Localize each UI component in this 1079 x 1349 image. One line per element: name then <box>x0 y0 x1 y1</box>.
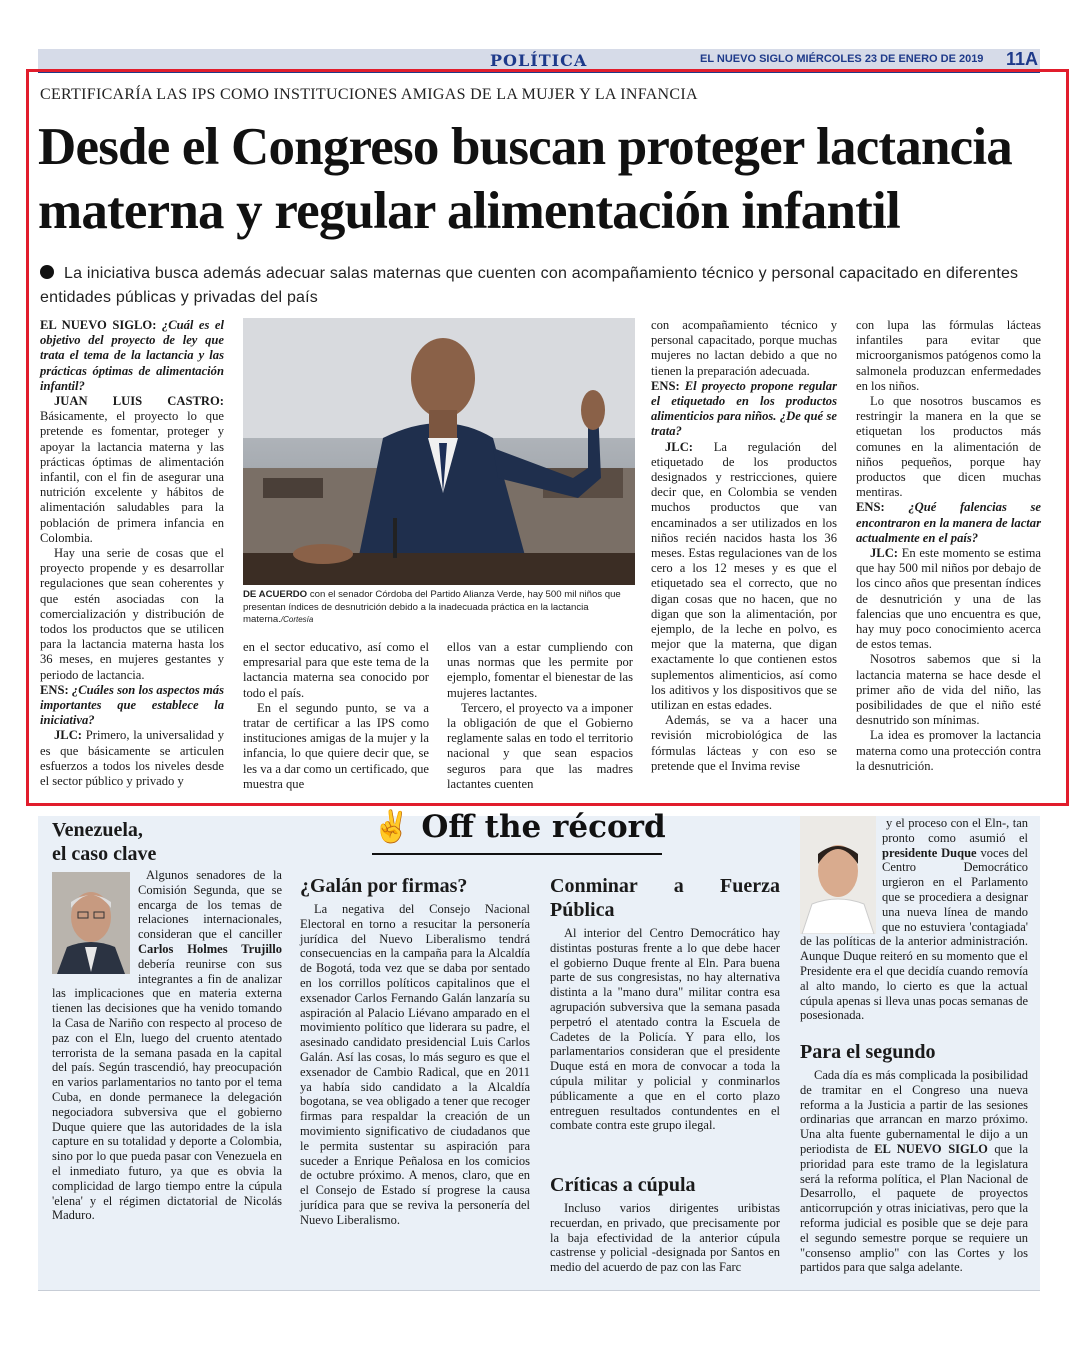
page-number: 11A <box>1006 49 1039 69</box>
highlighted-name: Carlos Holmes Trujillo <box>138 941 282 956</box>
speaker-label: ENS: <box>651 378 680 393</box>
brief-text: y el proceso con el Eln-, tan pronto como asumió el <box>882 816 1028 845</box>
highlighted-name: presidente Duque <box>882 845 977 860</box>
off-the-record-title <box>372 808 666 845</box>
article-column-5 <box>856 318 1041 774</box>
interview-question <box>40 318 224 394</box>
interview-answer <box>40 728 224 789</box>
article-paragraph: Nosotros sabemos que si la lactancia materna se hace desde el primer año de vida del niño, las posibilidades de que el niño esté desnutrido son mínimas. <box>856 652 1041 728</box>
article-column-1 <box>40 318 224 789</box>
article-column-4 <box>651 318 837 774</box>
article-paragraph: Además, se va a hacer una revisión microbiológica de las fórmulas lácteas y con eso se pretende que el Invima revise <box>651 713 837 773</box>
article-paragraph: en el sector educativo, así como el empresarial para que este tema de la lactancia materna sea conocido por todo el país. <box>243 640 429 700</box>
brief-galan <box>300 874 530 1228</box>
question-text: El proyecto propone regular el etiquetado en los productos alimenticios para niños. ¿De qué se trata? <box>651 378 837 439</box>
article-paragraph: Hay una serie de cosas que el proyecto propende y es desarrollar regulaciones que sean coherentes y que estén asociadas con la comercialización y distribución de todos los productos que se utilicen para la lactancia materna hasta los 36 meses, en mujeres gestantes y periodo de lactancia. <box>40 546 224 682</box>
speaker-label: EL NUEVO SIGLO: <box>40 318 157 332</box>
interview-question <box>40 683 224 729</box>
brief-paragraph: La negativa del Consejo Nacional Electoral en torno a resucitar la personería jurídica del Nuevo Liberalismo tendrá consecuencias en la campaña para la Alcaldía de Bogotá, toda vez que se daba por sentado en los corrillos políticos capitalinos que el exsenador Carlos Fernando Galán lanzaría su aspiración al Palacio Liévano amparado en el movimiento político que liderara su padre, el asesinado candidato presidencial Luis Carlos Galán. Así las cosas, lo más seguro es que el exsenador de Cambio Radical, que en 2011 ya había sido candidato a la Alcaldía bogotana, se vea obligado a tener que recoger firmas para respaldar la creación de un movimiento significativo de ciudadanos que le permita sustentar su aspiración para suceder a Enrique Peñalosa en los comicios de octubre próximo. A menos, claro, que en el Consejo de Estado sí progrese la causa jurídica para que se reviva la personería del Nuevo Liberalismo. <box>300 902 530 1227</box>
subhead-text: La iniciativa busca además adecuar salas maternas que cuenten con acompañamiento técnico y personal capacitado en diferentes entidades públicas y privadas del país <box>40 265 1019 306</box>
photo-credit: /Cortesía <box>280 615 314 625</box>
article-paragraph: En el segundo punto, se va a tratar de certificar a las IPS como instituciones amigas de la mujer y la infancia, lo que quiere decir que, se les va a dar como un certificado, que muestra que <box>243 700 429 791</box>
article-paragraph: con lupa las fórmulas lácteas infantiles para evitar que microorganismos patógenos como la salmonela produzcan enfermedades en los niños. <box>856 318 1041 393</box>
speaker-label: ENS: <box>856 500 885 515</box>
question-text: ¿Cuál es el objetivo del proyecto de ley que trata el tema de la lactancia y las prácticas óptimas de alimentación infantil? <box>40 318 224 393</box>
interview-answer <box>856 546 1041 652</box>
answer-text: En este momento se estima que hay 500 mil niños por debajo de los cinco años que presentan índices de desnutrición y una de las falencias que uno encuentra es que, hay muy poco conocimiento acerca de estos temas. <box>856 546 1041 652</box>
brief-heading: Críticas a cúpula <box>550 1174 696 1196</box>
article-kicker: CERTIFICARÍA LAS IPS COMO INSTITUCIONES AMIGAS DE LA MUJER Y LA INFANCIA <box>40 86 698 103</box>
brief-text: que la prioridad para este tramo de la legislatura será la reforma política, el Plan Nacional de Desarrollo, el paquete de proyectos anticorrupción y otras iniciativas, pero que la reforma judicial es posible que se deje para el segundo semestre porque se requiere un "consenso amplio" con las Cortes y los partidos para que salga adelante. <box>800 1141 1029 1275</box>
answer-text: La regulación del etiquetado de los productos designados y restricciones, quiere decir que, en Colombia se venden muchos productos que van encaminados a ser utilizados en los niños recién nacidos hasta los 36 meses. Estas regulaciones van de los cero a los 12 meses y es que el etiquetado sea el correcto, que no digan cosas que no hacen, que no digan que son la alimentación, por ejemplo, de la leche en polvo, es mejor que la materna, que digan exactamente lo que contienen estos suplementos alimenticios, así como los aditivos y los dispositivos que se utilizan en estas edades. <box>651 439 837 713</box>
brief-text: voces del Centro Democrático urgieron en el Parlamento que se procediera a designar una nueva línea de mando que no estuviera 'contagiada' de las políticas de la anterior administración. Aunque Duque reiteró en su momento que el Presidente era el que decidía cuando removía al alto mando, lo cierto es que la actual cúpula apenas si lleva unas pocas semanas de posesionada. <box>800 845 1029 1023</box>
brief-text: Cada día es más complicada la posibilidad de tramitar en el Congreso una nueva reforma a la Justicia a partir de las sesiones ordinarias que arrancan en marzo próximo. Una alta fuente gubernamental le dijo a un periodista de <box>800 1068 1028 1156</box>
brief-text: debería reunirse con sus integrantes a fin de analizar las implicaciones que en materia externa tienen las decisiones que ha venido tomando la Casa de Nariño con respecto al proceso de paz con el Eln, luego del cruento atentado terrorista de la semana pasada en la capital del país. Según trascendió, hay preocupación en varios parlamentarios no tanto por el tema Cuba, en donde permanece la delegación negociadora subversiva que el gobierno Duque quiere que las autoridades de la isla capture en su totalidad y deporte a Colombia, sino por lo que pueda pasar con Venezuela en el inmediato futuro, ya que es obvia la complicidad de largo tiempo entre la cúpula 'elena' y el régimen dictatorial de Nicolás Maduro. <box>52 956 282 1223</box>
section-name: POLÍTICA <box>490 51 588 70</box>
article-photo <box>243 318 635 585</box>
answer-text: Primero, la universalidad y es que básicamente se articulen esfuerzos a todos los niveles desde el sector público y privado y <box>40 728 224 789</box>
speaker-label: JLC: <box>665 439 693 454</box>
article-subhead <box>40 262 1040 310</box>
question-text: ¿Cuáles son los aspectos más importantes que establece la iniciativa? <box>40 682 224 728</box>
brief-duque <box>800 816 1028 1023</box>
bullet-icon <box>40 265 54 279</box>
article-paragraph: con acompañamiento técnico y personal capacitado, porque muchas mujeres no lactan debido a que no tienen la preparación adecuada. <box>651 318 837 378</box>
interview-question <box>651 379 837 440</box>
brief-paragraph: Incluso varios dirigentes uribistas recuerdan, en privado, que precisamente por la baja efectividad de la anterior cúpula castrense y policial -designada por Santos en medio del acuerdo de paz con las Farc <box>550 1201 780 1275</box>
speaker-label: ENS: <box>40 682 69 697</box>
peace-hand-icon: ✌ <box>372 809 411 845</box>
speaker-label: JUAN LUIS CASTRO: <box>54 394 224 409</box>
brief-venezuela-text <box>52 868 282 1223</box>
interview-question <box>856 500 1041 546</box>
bottom-rule <box>38 1290 1040 1291</box>
brief-paragraph <box>800 1068 1028 1275</box>
brief-criticas <box>550 1173 780 1275</box>
article-column-2 <box>243 640 429 792</box>
brief-conminar <box>550 874 780 1133</box>
brief-heading: ¿Galán por firmas? <box>300 875 468 897</box>
interview-answer <box>651 440 837 714</box>
brief-paragraph: Al interior del Centro Democrático hay distintas posturas frente a lo que debe hacer el gobierno Duque frente al Eln. Para buena parte de sus congresistas, no hay alternativa distinta a la "mano dura" militar contra esa agrupación subversiva que la semana pasada perpetró el atentado contra la Escuela de Cadetes de la Policía. Y para ello, los parlamentarios consideran que el presidente Duque está en mora de convocar a toda la cúpula militar y policial y conminarlos públicamente a que en el corto plazo entreguen resultados contundentes en el combate contra este grupo ilegal. <box>550 926 780 1133</box>
off-the-record-label: Off the récord <box>421 809 666 845</box>
article-paragraph: Lo que nosotros buscamos es restringir la manera en la que se etiquetan los productos más comunes en la alimentación de niños pequeños, porque hay productos que dicen muchas mentiras. <box>856 394 1041 500</box>
article-paragraph: La idea es promover la lactancia materna como una protección contra la desnutrición. <box>856 728 1041 773</box>
caption-text: con el senador Córdoba del Partido Alianza Verde, hay 500 mil niños que presentan índices de desnutrición debido a la inadecuada práctica en la lactancia materna. <box>243 589 621 626</box>
caption-lead: DE ACUERDO <box>243 589 308 600</box>
brief-segundo <box>800 1040 1028 1275</box>
speaker-label: JLC: <box>870 546 898 561</box>
interview-answer <box>40 394 224 546</box>
brief-heading: Venezuela, el caso clave <box>52 819 157 865</box>
article-column-3 <box>447 640 633 792</box>
title-underline <box>372 853 662 855</box>
masthead-date: EL NUEVO SIGLO MIÉRCOLES 23 DE ENERO DE 2019 <box>700 53 984 65</box>
brief-heading: Para el segundo <box>800 1041 936 1063</box>
brief-text: Algunos senadores de la Comisión Segunda, que se encarga de los temas de relaciones internacionales, consideran que el canciller <box>138 868 282 942</box>
article-paragraph: ellos van a estar cumpliendo con unas normas que les permite por ejemplo, fomentar el bienestar de las mujeres lactantes. <box>447 640 633 700</box>
photo-caption <box>243 589 635 627</box>
newspaper-name: EL NUEVO SIGLO <box>874 1141 988 1156</box>
senator-photo-illustration <box>243 318 635 585</box>
article-headline: Desde el Congreso buscan proteger lactancia materna y regular alimentación infantil <box>38 118 1012 240</box>
article-paragraph: Tercero, el proyecto va a imponer la obligación de que el Gobierno reglamente salas en todo el territorio nacional y que sean espacios seguros para que las madres lactantes cuenten <box>447 700 633 791</box>
answer-text: Básicamente, el proyecto lo que pretende es fomentar, proteger y apoyar la lactancia materna y las prácticas óptimas de alimentación infantil, con el fin de asegurar una nutrición excelente y hábitos de alimentación saludables para la población de primera infancia en Colombia. <box>40 409 224 545</box>
question-text: ¿Qué falencias se encontraron en la manera de lactar actualmente en el país? <box>856 500 1041 545</box>
speaker-label: JLC: <box>54 728 82 743</box>
brief-heading: Conminar a Fuerza Pública <box>550 875 780 921</box>
brief-venezuela <box>52 818 282 870</box>
